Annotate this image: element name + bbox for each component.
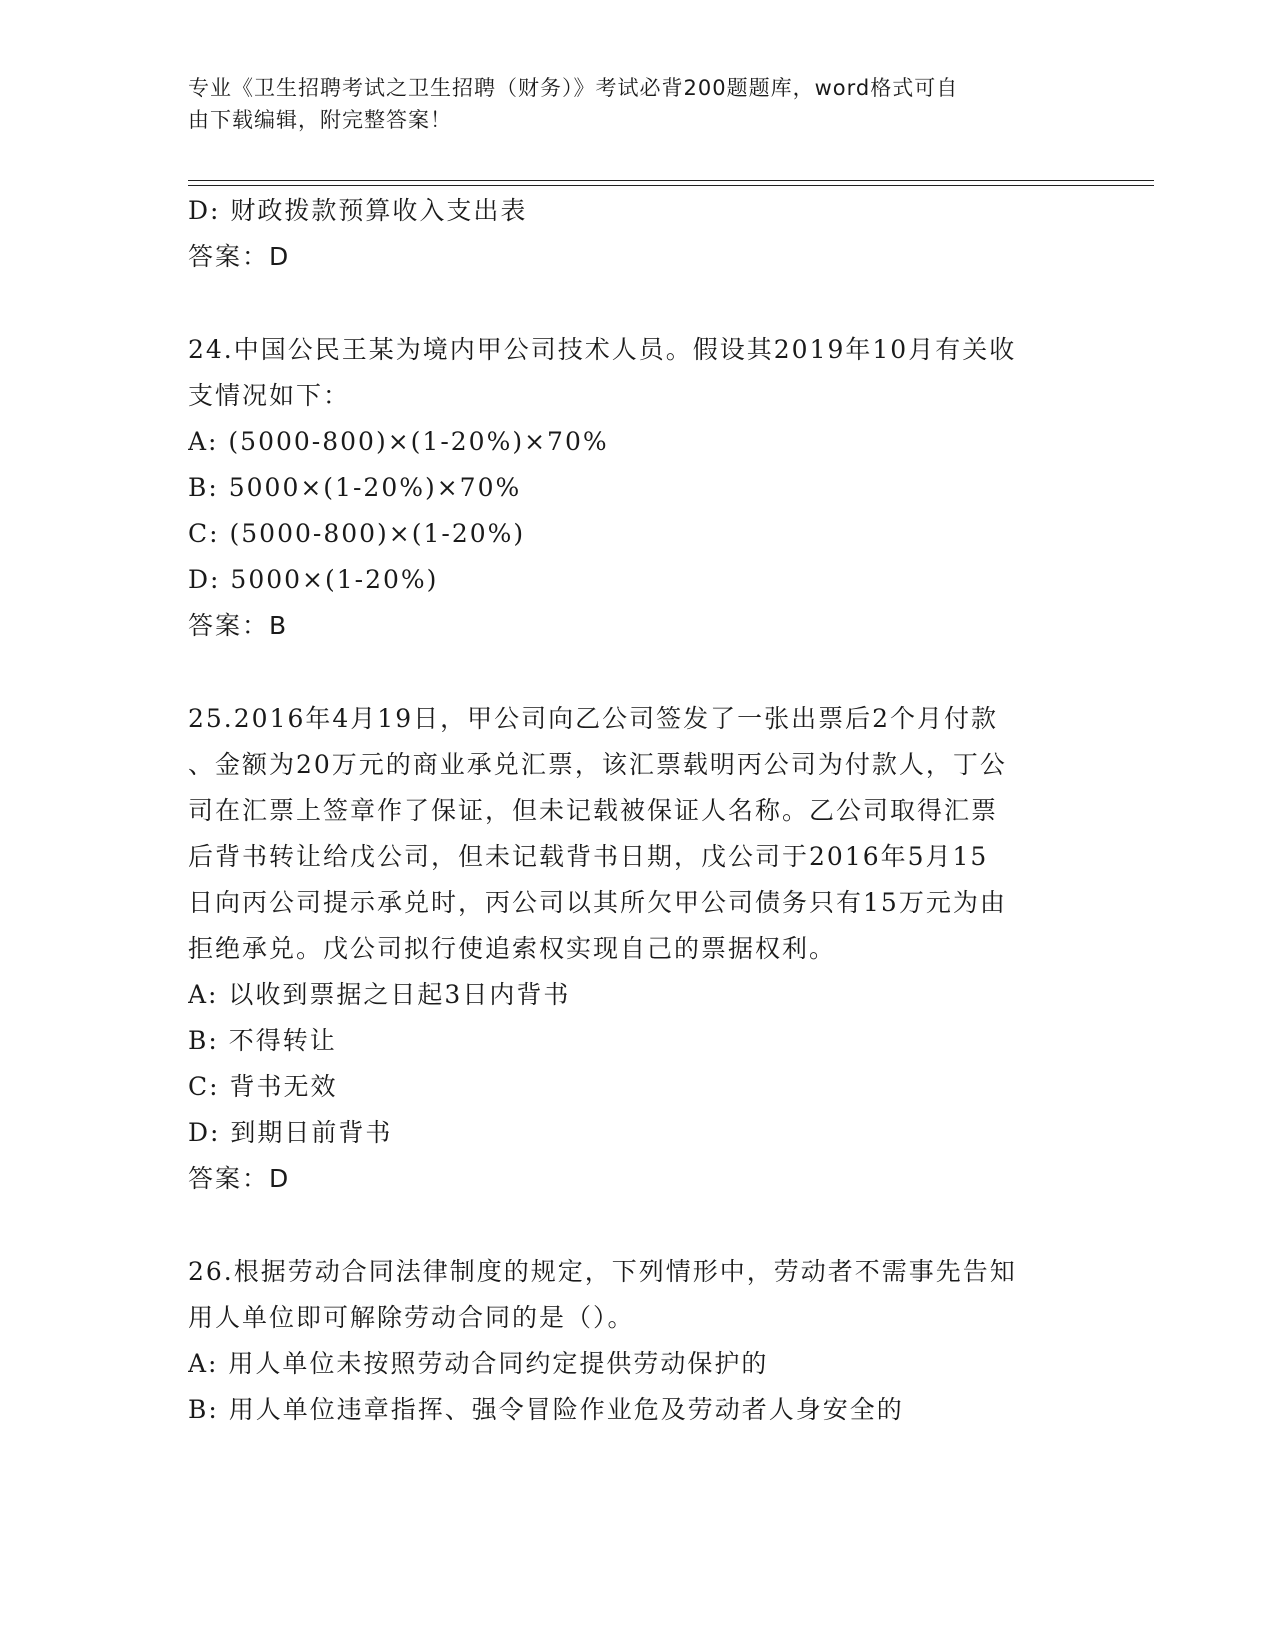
- option-a: A: 以收到票据之日起3日内背书: [188, 980, 571, 1009]
- spacer: [188, 1202, 1088, 1249]
- answer: 答案：B: [188, 611, 289, 640]
- question-stem: 支情况如下：: [188, 381, 351, 410]
- question-stem: 24.中国公民王某为境内甲公司技术人员。假设其2019年10月有关收: [188, 335, 1017, 364]
- question-26: [188, 1249, 1088, 1433]
- question-stem: 司在汇票上签章作了保证，但未记载被保证人名称。乙公司取得汇票: [188, 796, 999, 825]
- document-body: [188, 188, 1088, 1433]
- question-stem: 26.根据劳动合同法律制度的规定，下列情形中，劳动者不需事先告知: [188, 1257, 1017, 1286]
- option-b: B: 不得转让: [188, 1026, 337, 1055]
- answer: 答案：D: [188, 1164, 291, 1193]
- question-24: [188, 327, 1088, 649]
- option-c: C: (5000-800)×(1-20%): [188, 519, 526, 548]
- option-a: A: 用人单位未按照劳动合同约定提供劳动保护的: [188, 1349, 769, 1378]
- option-b: B: 5000×(1-20%)×70%: [188, 473, 522, 502]
- question-stem: 用人单位即可解除劳动合同的是（）。: [188, 1303, 635, 1332]
- header-rule-bottom: [188, 185, 1154, 186]
- option-d: D: 5000×(1-20%): [188, 565, 439, 594]
- spacer: [188, 649, 1088, 696]
- question-23-tail: [188, 188, 1088, 280]
- spacer: [188, 280, 1088, 327]
- question-stem: 、金额为20万元的商业承兑汇票，该汇票载明丙公司为付款人，丁公: [188, 750, 1007, 779]
- header-line-2: 由下载编辑，附完整答案！: [188, 108, 452, 132]
- question-25: [188, 696, 1088, 1202]
- question-stem: 后背书转让给戊公司，但未记载背书日期，戊公司于2016年5月15: [188, 842, 989, 871]
- page-header: [188, 72, 1088, 136]
- question-stem: 25.2016年4月19日，甲公司向乙公司签发了一张出票后2个月付款: [188, 704, 999, 733]
- option-d: D: 到期日前背书: [188, 1118, 393, 1147]
- header-line-1: 专业《卫生招聘考试之卫生招聘（财务）》考试必背200题题库，word格式可自: [188, 76, 959, 100]
- answer: 答案：D: [188, 242, 291, 271]
- option-a: A: (5000-800)×(1-20%)×70%: [188, 427, 609, 456]
- option-b: B: 用人单位违章指挥、强令冒险作业危及劳动者人身安全的: [188, 1395, 904, 1424]
- option-c: C: 背书无效: [188, 1072, 338, 1101]
- question-stem: 日向丙公司提示承兑时，丙公司以其所欠甲公司债务只有15万元为由: [188, 888, 1007, 917]
- question-stem: 拒绝承兑。戊公司拟行使追索权实现自己的票据权利。: [188, 934, 837, 963]
- header-rule-top: [188, 180, 1154, 181]
- option-d: D: 财政拨款预算收入支出表: [188, 196, 528, 225]
